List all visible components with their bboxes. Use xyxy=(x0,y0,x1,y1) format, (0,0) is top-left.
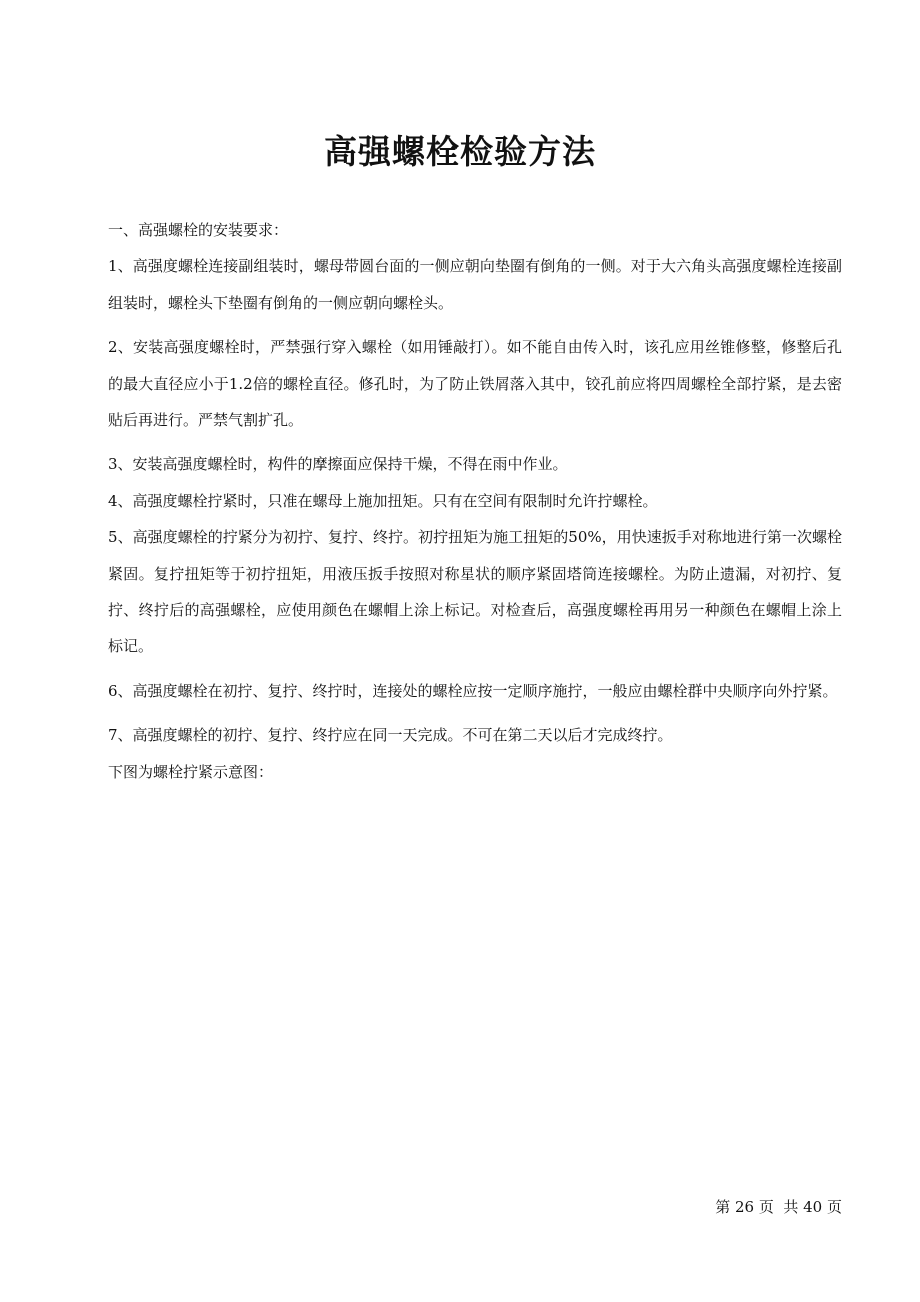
paragraph-4: 4、高强度螺栓拧紧时，只准在螺母上施加扭矩。只有在空间有限制时允许拧螺栓。 xyxy=(108,491,658,510)
section-heading: 一、高强螺栓的安装要求： xyxy=(108,221,289,239)
paragraph-6: 6、高强度螺栓在初拧、复拧、终拧时，连接处的螺栓应按一定顺序施拧，一般应由螺栓群中央顺序向外拧紧。 xyxy=(108,681,838,700)
figure-caption: 下图为螺栓拧紧示意图： xyxy=(108,762,274,781)
page-title: 高强螺栓检验方法 xyxy=(324,132,596,171)
document-body xyxy=(108,212,842,790)
paragraph-3: 3、安装高强度螺栓时，构件的摩擦面应保持干燥，不得在雨中作业。 xyxy=(108,455,568,474)
paragraph-5: 5、高强度螺栓的拧紧分为初拧、复拧、终拧。初拧扭矩为施工扭矩的50%，用快速扳手对称地进行第一次螺栓紧固。复拧扭矩等于初拧扭矩，用液压扳手按照对称星状的顺序紧固塔筒连接螺栓。为防止遗漏，对初拧、复拧、终拧后的高强螺栓，应使用颜色在螺帽上涂上标记。对检查后，高强度螺栓再用另一种颜色在螺帽上涂上标记。 xyxy=(108,528,842,656)
paragraph-1: 1、高强度螺栓连接副组装时，螺母带圆台面的一侧应朝向垫圈有倒角的一侧。对于大六角头高强度螺栓连接副组装时，螺栓头下垫圈有倒角的一侧应朝向螺栓头。 xyxy=(108,257,842,312)
paragraph-2: 2、安装高强度螺栓时，严禁强行穿入螺栓（如用锤敲打）。如不能自由传入时，该孔应用丝锥修整，修整后孔的最大直径应小于1.2倍的螺栓直径。修孔时，为了防止铁屑落入其中，铰孔前应将四周螺栓全部拧紧，是去密贴后再进行。严禁气割扩孔。 xyxy=(108,338,842,430)
paragraph-7: 7、高强度螺栓的初拧、复拧、终拧应在同一天完成。不可在第二天以后才完成终拧。 xyxy=(108,726,673,745)
page-number: 第 26 页 共 40 页 xyxy=(715,1198,842,1216)
